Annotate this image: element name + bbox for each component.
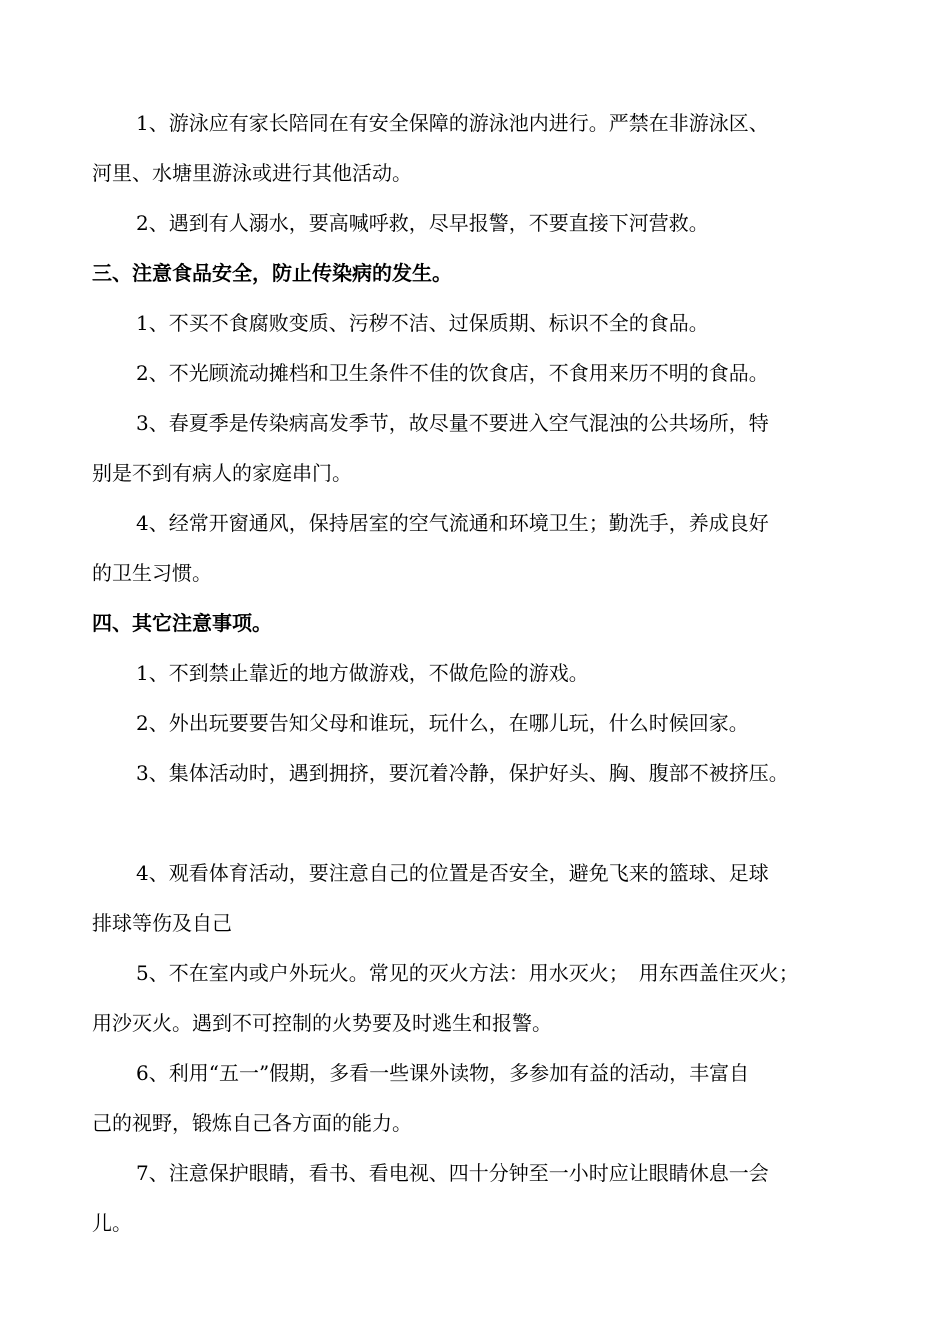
- paragraph-line: 6、利用“五一”假期，多看一些课外读物，多参加有益的活动，丰富自: [136, 1061, 750, 1085]
- document-page: [92, 98, 872, 1248]
- section-heading: 四、其它注意事项。: [92, 611, 272, 635]
- paragraph-line: 1、不到禁止靠近的地方做游戏，不做危险的游戏。: [136, 661, 589, 685]
- paragraph-line: 2、遇到有人溺水，要高喊呼救，尽早报警，不要直接下河营救。: [136, 211, 709, 235]
- paragraph-line: 2、外出玩要要告知父母和谁玩，玩什么，在哪儿玩，什么时候回家。: [136, 711, 749, 735]
- paragraph-line: 用沙灭火。遇到不可控制的火势要及时逃生和报警。: [92, 1011, 552, 1035]
- paragraph-line: 1、不买不食腐败变质、污秽不洁、过保质期、标识不全的食品。: [136, 311, 709, 335]
- paragraph-line: 的卫生习惯。: [92, 561, 212, 585]
- blank-line: [92, 798, 872, 848]
- paragraph-line: 己的视野，锻炼自己各方面的能力。: [92, 1111, 412, 1135]
- paragraph-line: 4、经常开窗通风，保持居室的空气流通和环境卫生；勤洗手，养成良好: [136, 511, 769, 535]
- paragraph-line: 2、不光顾流动摊档和卫生条件不佳的饮食店，不食用来历不明的食品。: [136, 361, 769, 385]
- paragraph-line: 3、集体活动时，遇到拥挤，要沉着冷静，保护好头、胸、腹部不被挤压。: [136, 761, 789, 785]
- section-heading: 三、注意食品安全，防止传染病的发生。: [92, 261, 452, 285]
- paragraph-line: 儿。: [92, 1211, 132, 1235]
- paragraph-line: 排球等伤及自己: [92, 911, 232, 935]
- paragraph-line: 3、春夏季是传染病高发季节，故尽量不要进入空气混浊的公共场所，特: [136, 411, 769, 435]
- paragraph-line: 别是不到有病人的家庭串门。: [92, 461, 352, 485]
- paragraph-line: 4、观看体育活动，要注意自己的位置是否安全，避免飞来的篮球、足球: [136, 861, 769, 885]
- paragraph-line: 河里、水塘里游泳或进行其他活动。: [92, 161, 412, 185]
- paragraph-line: 5、不在室内或户外玩火。常见的灭火方法：用水灭火； 用东西盖住灭火；: [136, 961, 799, 985]
- paragraph-line: 1、游泳应有家长陪同在有安全保障的游泳池内进行。严禁在非游泳区、: [136, 111, 769, 135]
- paragraph-line: 7、注意保护眼睛，看书、看电视、四十分钟至一小时应让眼睛休息一会: [136, 1161, 769, 1185]
